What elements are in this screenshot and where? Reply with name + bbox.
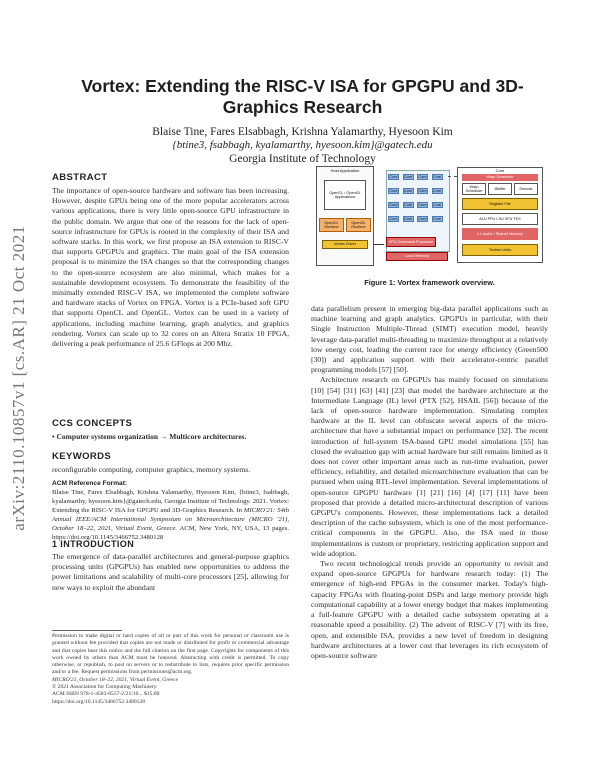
app-box: OpenCL / OpenGL Applications [324, 180, 366, 210]
conference-line: MICRO'21, October 18–22, 2021, Virtual Event, Greece [52, 676, 179, 683]
local-memory-box: Local Memory [386, 252, 448, 261]
core-box: Core [389, 188, 398, 193]
vortex-framework-figure [316, 166, 544, 270]
abstract-body: The importance of open-source hardware and software has been increasing. However, despite GPUs being one of the more popular accelerators across various applications, there is very little open-source GPU infrastructure in the public domain. We argue that one of the reasons for the lack of open-source infrastructure for GPUs is rooted in the complexity of their ISA and software stacks. In this work, we first propose an ISA extension to RISC-V that supports GPGPUs and graphics. The main goal of the ISA extension proposal is to minimize the ISA changes so that the corresponding changes to the open-source ecosystem are also minimal, which makes for a sustainable development ecosystem. To demonstrate the feasibility of the minimally extended RISC-V ISA, we implemented the complete software and hardware stacks of Vortex on FPGA. Vortex is a PCIe-based soft GPU that supports OpenCL and OpenGL. Vortex can be used in a variety of applications, including machine learning, graph analytics, and graphics rendering. Vortex can scale up to 32 cores on an Altera Stratix 10 FPGA, delivering a peak performance of 25.6 GFlops at 200 Mhz. [52, 186, 289, 349]
l1-cache-box: L1 cache / Shared Memory [462, 228, 538, 240]
affiliation: Georgia Institute of Technology [229, 153, 376, 165]
ibuffer-box: IBuffer [488, 183, 512, 195]
arxiv-stamp [6, 188, 32, 568]
doi-line: https://doi.org/10.1145/3466752.3480128 [52, 698, 146, 705]
core-detail-title: Core [495, 168, 505, 173]
opengl-runtime-box: OpenGL Runtime [346, 218, 371, 232]
texture-units-box: Texture Units [462, 244, 538, 256]
permission-notice: Permission to make digital or hard copies of all or part of this work for personal or classroom use is granted without fee provided that copies are not made or distributed for profit or commercial advantage and that copies bear this notice and the full citation on the first page. Copyrights for components of this work owned by others than ACM must be honored. Abstracting with credit is permitted. To copy otherwise, or republish, to post on servers or to redistribute to lists, requires prior specific permission and/or a fee. Request permissions from permissions@acm.org. [52, 633, 289, 676]
right-column-body [311, 304, 548, 661]
core-box: Core [418, 188, 427, 193]
core-box: Core [403, 202, 413, 207]
arxiv-identifier: arXiv:2110.10857v1 [cs.AR] 21 Oct 2021 [9, 225, 28, 531]
zoom-line [448, 176, 457, 177]
reference-title: Vortex: Extending the RISC-V ISA for GPGPU and 3D-Graphics Research. In [52, 497, 289, 514]
core-box: Core [432, 202, 442, 207]
opencl-runtime-box: OpenCL Runtime [319, 218, 344, 232]
intro-heading: 1 INTRODUCTION [52, 539, 135, 549]
host-device-link [374, 244, 384, 245]
core-box: Core [403, 216, 413, 221]
reference-venue: MICRO'21: 54th Annual IEEE/ACM International Symposium on Microarchitecture (MICRO '21), October 18–22, 2021, Virtual Event, Greece. [52, 506, 289, 532]
ccs-concepts: • Computer systems organization → Multicore architectures. [52, 432, 247, 441]
reference-authors: Blaise Tine, Fares Elsabbagh, Krishna Yalamarthy, Hyesoon Kim, {btine3, fsabbagh, kyalamarthy, hyesoon.kim}@gatech.edu, Georgia Institute of Technology. 2021. [52, 489, 289, 505]
core-box: Core [418, 202, 427, 207]
afu-box: AFU Command Processor [386, 237, 436, 247]
core-box: Core [418, 216, 427, 221]
decode-box: Decode [514, 183, 538, 195]
core-box: Core [403, 174, 413, 179]
exec-units-box: ALU FPU LSU SFU TEX [462, 213, 538, 225]
paragraph-2: Architecture research on GPGPUs has mainly focused on simulations [10] [54] [31] [63] [41] [23] that model the hardware architecture at the Intermediate Language (IL) level (PTX [52], HSAIL [56]) because of the lack of open-source hardware implementation. Simulating complex hardware at the IL level can obfuscate several aspects of the micro-architecture that have a substantial impact on performance [32]. The recent introduction of full-system ISA-based GPU model simulations [55] has closed the evaluation gap with actual hardware but still remains limited as it does not cover other important areas such as run-time evaluation, power efficiency, reliability, and detailed microarchitecture evaluation that can be pursued when using RTL-level implementation. Several implementations of open-source GPGPU hardware [1] [21] [16] [4] [17] [11] have been proposed that provide a detailed micro-architectural description of various GPGPU's components. However, these implementations lack a detailed description of the cache subsystem, which is one of the most performance-critical components in the GPGPU. Also, the ISA used in those implementations is custom or proprietary, restricting application support and wide adoption. [311, 375, 548, 558]
driver-box: Vortex Driver [322, 240, 368, 249]
paper-title: Vortex: Extending the RISC-V ISA for GPGPU and 3D-Graphics Research [81, 76, 524, 117]
core-grid [388, 174, 448, 232]
copyright-line: © 2021 Association for Computing Machinery. [52, 684, 158, 691]
core-box: Core [389, 216, 398, 221]
core-box: Core [389, 202, 398, 207]
core-box: Core [403, 188, 413, 193]
author-list: Blaise Tine, Fares Elsabbagh, Krishna Yalamarthy, Hyesoon Kim [152, 126, 453, 138]
intro-body: The emergence of data-parallel architectures and general-purpose graphics processing units (GPGPUs) has enabled new opportunities to address the power limitations and scalability of multi-core processors [25], allowing for new ways to exploit the abundant [52, 552, 289, 592]
figure-caption: Figure 1: Vortex framework overview. [364, 278, 495, 287]
warp-scheduler-bar: Warp Scheduler [462, 174, 538, 181]
permission-footnote [52, 633, 289, 706]
core-box: Core [432, 188, 442, 193]
reference-format-heading: ACM Reference Format: [52, 480, 128, 487]
core-box: Core [432, 174, 442, 179]
paragraph-1: data parallelism present in emerging big-data parallel applications such as machine learning and graph analytics. GPGPUs in particular, with their Single Instruction Multiple-Thread (SIMT) execution model, heavily leverage data-parallel multi-threading to maximize throughput at a relatively low energy cost, leading the current race for energy efficiency (Green500 [30]) and application support with their accelerator-centric parallel programming models [57] [50]. [311, 304, 548, 375]
abstract-heading: ABSTRACT [52, 172, 108, 183]
paragraph-3: Two recent technological trends provide an opportunity to revisit and expand open-source GPGPUs for hardware research today: (1) The emergence of high-end FPGAs in the consumer market. Today's high-capacity FPGAs with floating-point DSPs and large memory provide high computational capability at a lower energy budget that makes implementing a full-feature GPGPU with a detailed cache subsystem operating at a reasonable speed a possibility. (2) The advent of RISC-V [7] with its free, open, and extensible ISA, provides a new level of freedom in designing hardware architectures at a lower cost that leverages its rich ecosystem of open-source software [311, 559, 548, 660]
register-file-box: Register File [462, 198, 538, 210]
host-label: Host Application [330, 168, 360, 173]
core-box: Core [432, 216, 442, 221]
core-box: Core [418, 174, 427, 179]
keywords-list: reconfigurable computing, computer graphics, memory systems. [52, 465, 251, 474]
warp-scheduler-sub: Warp Scheduler [462, 183, 486, 195]
isbn-line: ACM ISBN 978-1-4503-8557-2/21/10... $15.00 [52, 691, 160, 698]
core-box: Core [389, 174, 398, 179]
reference-format-body [52, 489, 289, 542]
keywords-heading: KEYWORDS [52, 451, 112, 462]
reference-tail: ACM, New York, NY, USA, 13 pages. https://doi.org/10.1145/3466752.3480128 [52, 524, 289, 541]
ccs-heading: CCS CONCEPTS [52, 418, 133, 429]
footnote-divider [52, 630, 122, 631]
author-emails: {btine3, fsabbagh, kyalamarthy, hyesoon.kim}@gatech.edu [172, 139, 433, 151]
